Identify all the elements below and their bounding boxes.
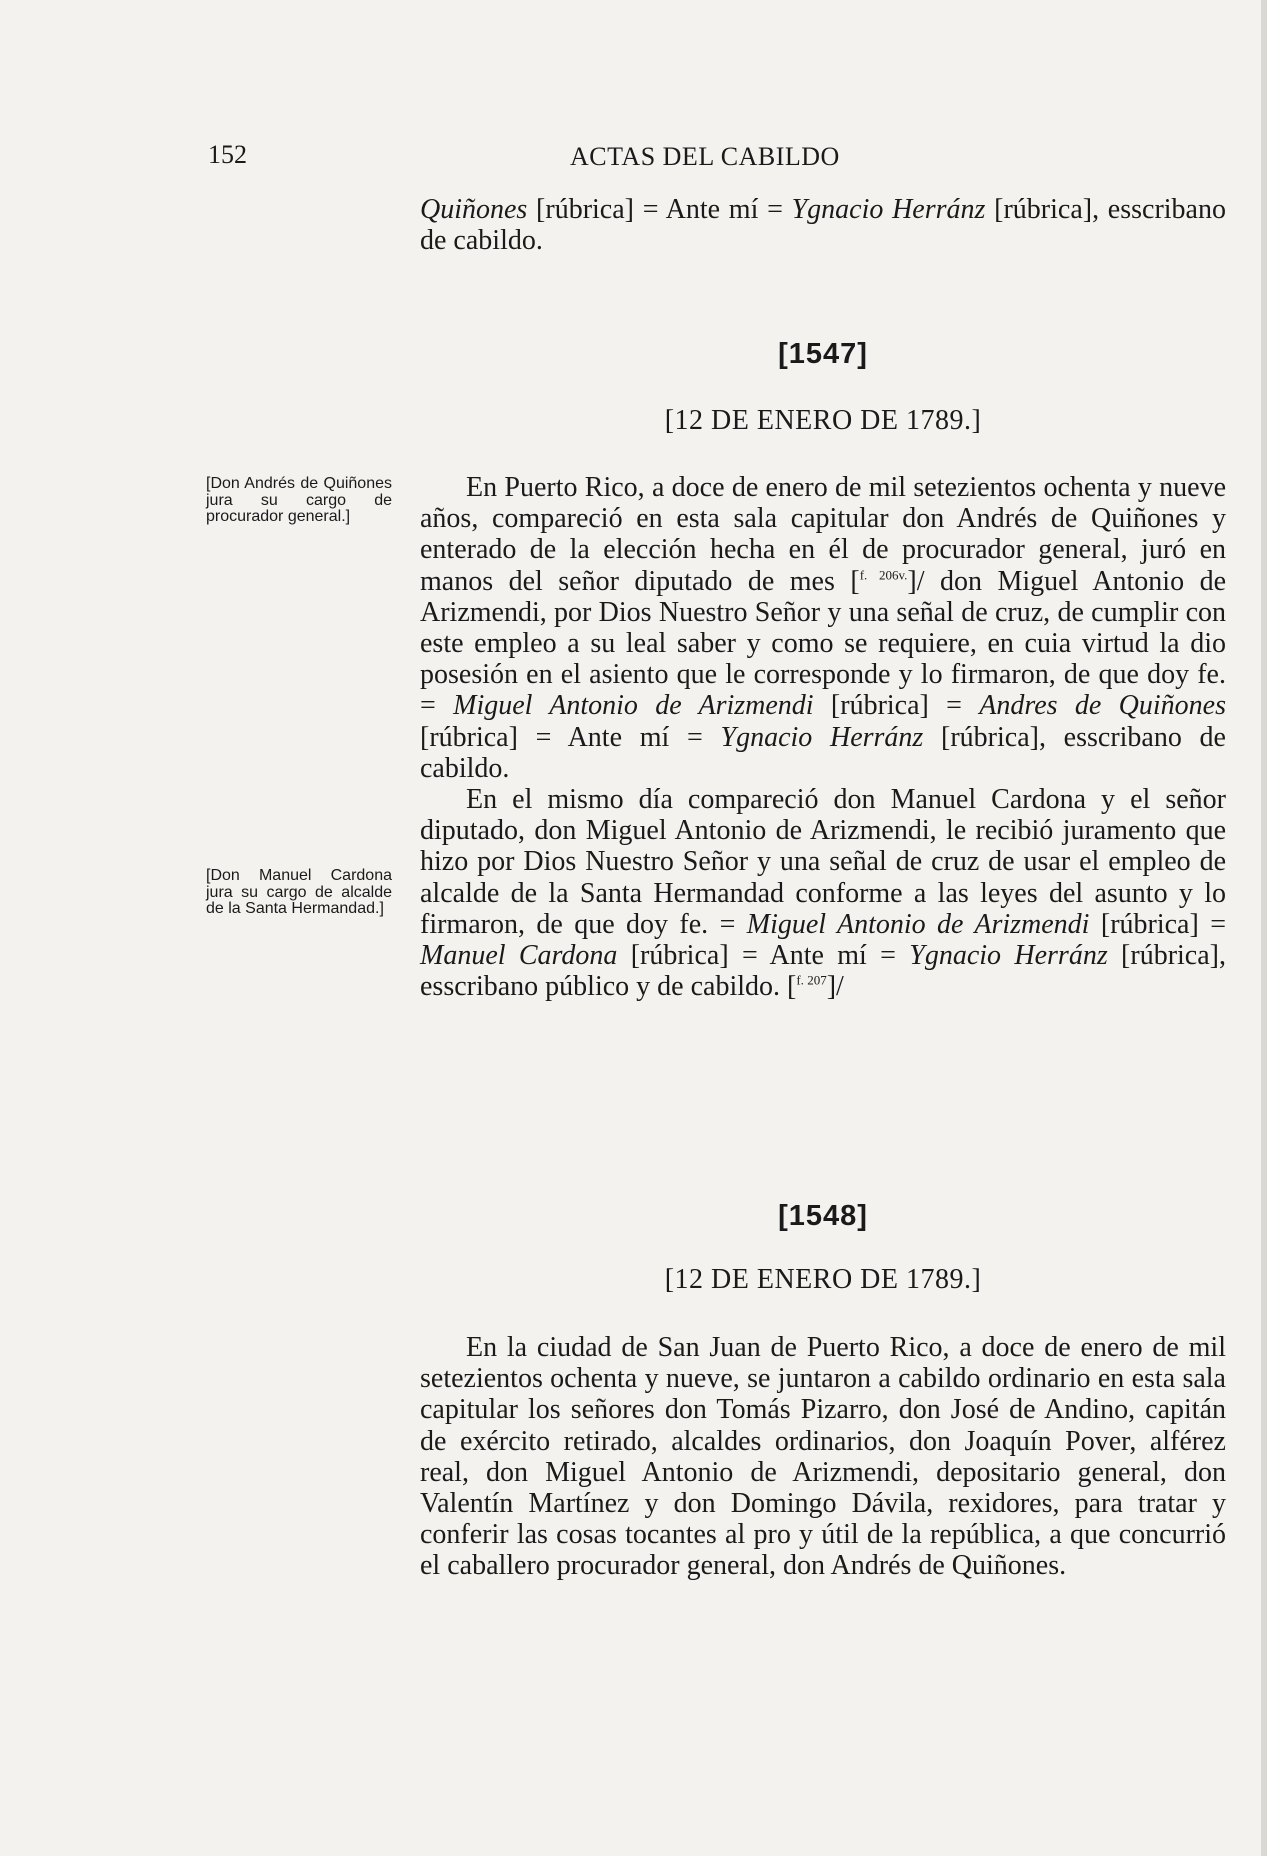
text-run: [rúbrica], esscribano de cabildo. [420, 721, 1226, 784]
entry-number-1548: [1548] [778, 1200, 868, 1232]
text-run: [rúbrica] = Ante mí = [617, 940, 910, 972]
signature-name: Andres de Quiñones [979, 690, 1226, 722]
folio-marker [860, 567, 908, 582]
folio-marker [796, 973, 826, 988]
signature-name: Quiñones [420, 194, 528, 225]
signature-name: Miguel Antonio de Arizmendi [746, 908, 1090, 940]
signature-name: Miguel Antonio de Arizmendi [453, 690, 814, 722]
margin-note-cardona: [Don Manuel Cardona jura su cargo de alcalde de la Santa Hermandad.] [206, 867, 392, 917]
carryover-paragraph [420, 194, 1226, 256]
text-run: [rúbrica] = [1089, 908, 1226, 940]
text-run: [rúbrica] = [813, 690, 980, 722]
paragraph-cabildo-session: En la ciudad de San Juan de Puerto Rico, a doce de enero de mil setezientos ochenta y nueve, se juntaron a cabildo ordinario en esta sala capitular los señores don Tomás Pizarro, don José de Andino, capitán de exército retirado, alcaldes ordinarios, don Joaquín Pover, alférez real, don Miguel Antonio de Arizmendi, depositario general, don Valentín Martínez y don Domingo Dávila, rexidores, para tratar y conferir las cosas tocantes al pro y útil de la república, a que concurrió el caballero procurador general, don Andrés de Quiñones. [420, 1332, 1226, 1582]
running-head: ACTAS DEL CABILDO [570, 142, 840, 171]
folio-number: 206v. [879, 567, 908, 583]
text-run: [rúbrica] = Ante mí = [420, 721, 721, 753]
scan-edge [1261, 0, 1267, 1856]
text-run: [rúbrica], esscribano de cabildo. [420, 194, 1226, 257]
entry-date-1547: [12 DE ENERO DE 1789.] [664, 405, 982, 436]
folio-prefix: f. [796, 972, 804, 988]
signature-name: Ygnacio Herránz [720, 721, 924, 753]
text-run: En Puerto Rico, a doce de enero de mil setezientos ochenta y nueve años, compareció en esta sala capitular don Andrés de Quiñones y enterado de la elección hecha en él de procurador general, juró en manos del señor diputado de mes [ [420, 472, 1226, 597]
signature-name: Manuel Cardona [420, 940, 618, 972]
signature-name: Ygnacio Herránz [909, 940, 1108, 972]
entry-1548-body [420, 1332, 1226, 1582]
text-run: ]/ don Miguel Antonio de Arizmendi, por Dios Nuestro Señor y una señal de cruz, de cumplir con este empleo a su leal saber y como se requiere, en cuia virtud la dio posesión en el asiento que le corresponde y lo firmaron, de que doy fe. = [420, 565, 1226, 722]
text-run: ]/ [826, 971, 844, 1003]
signature-name: Ygnacio Herránz [791, 194, 986, 225]
text-run: [rúbrica] = Ante mí = [527, 194, 792, 225]
margin-note-quinones: [Don Andrés de Quiñones jura su cargo de procurador general.] [206, 475, 392, 525]
entry-date-1548: [12 DE ENERO DE 1789.] [664, 1264, 982, 1295]
entry-1547-body [420, 472, 1226, 1002]
page-number: 152 [208, 140, 247, 169]
paragraph-quinones-oath [420, 472, 1226, 784]
paragraph-cardona-oath [420, 784, 1226, 1002]
text-run: En el mismo día compareció don Manuel Cardona y el señor diputado, don Miguel Antonio de Arizmendi, le recibió juramento que hizo por Dios Nuestro Señor y una señal de cruz de usar el empleo de alcalde de la Santa Hermandad conforme a las leyes del asunto y lo firmaron, de que doy fe. = [420, 784, 1226, 940]
text-run: [rúbrica], esscribano público y de cabildo. [ [420, 940, 1226, 1003]
folio-prefix: f. [859, 567, 868, 583]
entry-number-1547: [1547] [778, 338, 868, 370]
folio-number: 207 [807, 972, 827, 988]
